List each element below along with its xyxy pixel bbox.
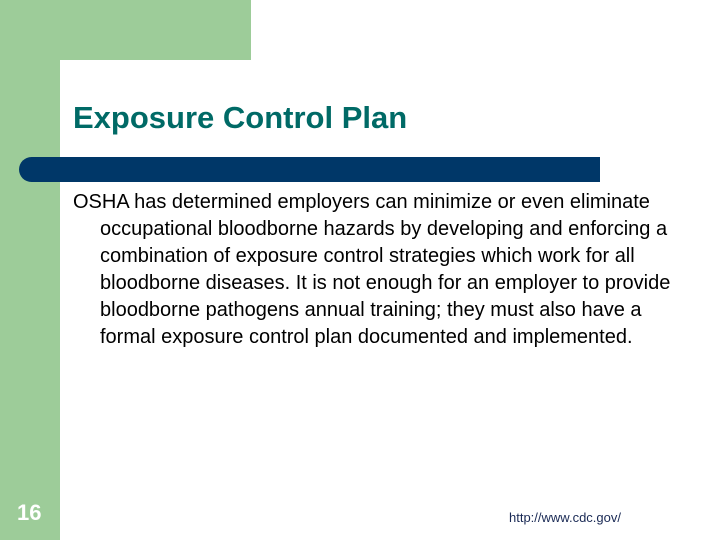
slide-number: 16 [17, 500, 42, 525]
body-paragraph: OSHA has determined employers can minimize or even eliminate occupational bloodborne hazards by developing and enforcing a combination of exposure control strategies which work for all bloodborne diseases. It is not enough for an employer to provide bloodborne pathogens annual training; they must also have a formal exposure control plan documented and implemented. [73, 191, 671, 348]
decorative-green-strip [0, 0, 60, 540]
title-divider-bar [19, 157, 600, 182]
slide-title: Exposure Control Plan [73, 100, 408, 135]
footer-url[interactable]: http://www.cdc.gov/ [509, 510, 621, 525]
slide-body [73, 189, 673, 351]
